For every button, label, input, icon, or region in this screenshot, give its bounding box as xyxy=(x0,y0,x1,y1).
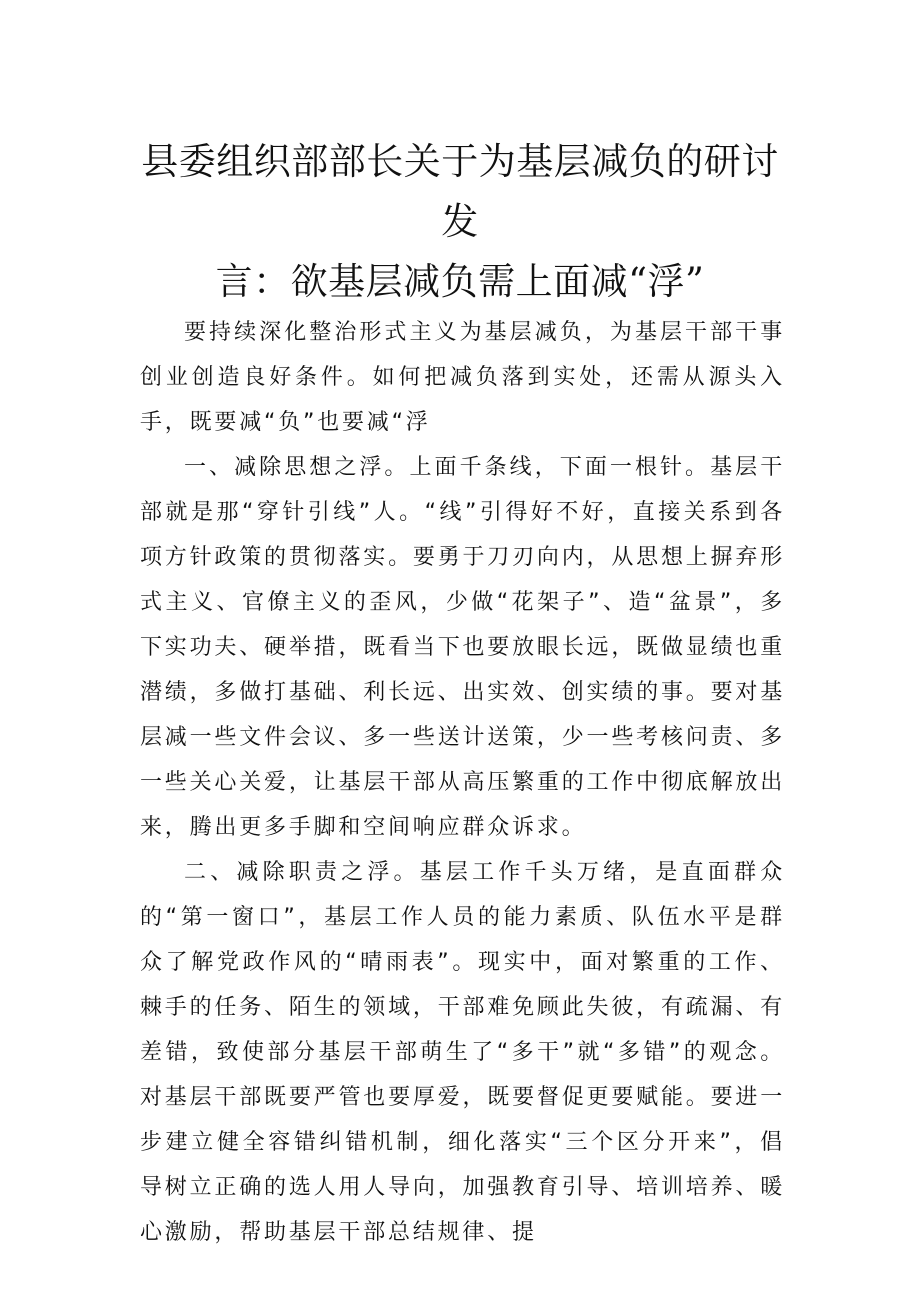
title-line-1: 县委组织部部长关于为基层减负的研讨发 xyxy=(141,140,779,243)
title-line-2: 言：欲基层减负需上面减“浮” xyxy=(215,260,705,303)
paragraph-section-1: 一、减除思想之浮。上面千条线，下面一根针。基层干部就是那“穿针引线”人。“线”引得好不好，直接关系到各项方针政策的贯彻落实。要勇于刀刃向内，从思想上摒弃形式主义、官僚主义的歪风，少做“花架子”、造“盆景”，多下实功夫、硬举措，既看当下也要放眼长远，既做显绩也重潜绩，多做打基础、利长远、出实效、创实绩的事。要对基层减一些文件会议、多一些送计送策，少一些考核问责、多一些关心关爱，让基层干部从高压繁重的工作中彻底解放出来，腾出更多手脚和空间响应群众诉求。 xyxy=(140,455,785,840)
paragraph-section-2: 二、减除职责之浮。基层工作千头万绪，是直面群众的“第一窗口”，基层工作人员的能力素质、队伍水平是群众了解党政作风的“晴雨表”。现实中，面对繁重的工作、棘手的任务、陌生的领域，干部难免顾此失彼，有疏漏、有差错，致使部分基层干部萌生了“多干”就“多错”的观念。对基层干部既要严管也要厚爱，既要督促更要赋能。要进一步建立健全容错纠错机制，细化落实“三个区分开来”，倡导树立正确的选人用人导向，加强教育引导、培训培养、暖心激励，帮助基层干部总结规律、提 xyxy=(140,860,785,1245)
document-body xyxy=(140,310,785,1255)
document-title xyxy=(140,132,780,312)
paragraph-intro: 要持续深化整治形式主义为基层减负，为基层干部干事创业创造良好条件。如何把减负落到实处，还需从源头入手，既要减“负”也要减“浮 xyxy=(140,320,785,435)
